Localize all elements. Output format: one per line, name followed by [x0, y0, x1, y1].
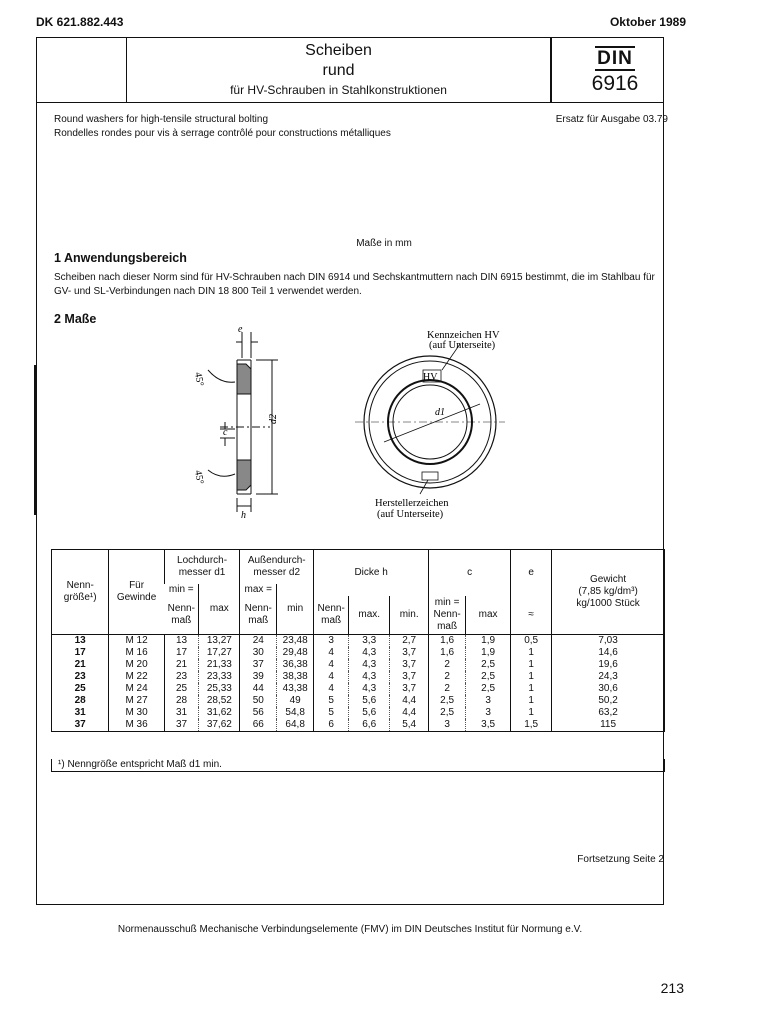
- cell-d2-min: 54,8: [277, 707, 314, 719]
- header-d2-mass: maß: [248, 615, 269, 626]
- cell-h-min: 3,7: [390, 683, 429, 695]
- cell-weight: 24,3: [552, 671, 665, 683]
- cell-h-max: 6,6: [349, 719, 390, 732]
- footer-committee: Normenausschuß Mechanische Verbindungselemente (FMV) im DIN Deutsches Institut für Normung e.V.: [117, 924, 583, 935]
- cell-thread: M 16: [109, 647, 164, 659]
- table-row: [52, 659, 665, 671]
- section-1-text: Scheiben nach dieser Norm sind für HV-Schrauben nach DIN 6914 und Sechskantmuttern nach DIN 6915 bestimmt, die im Stahlbau für GV- und SL-Verbindungen nach DIN 18 800 Teil 1 verwendet werden.: [54, 272, 655, 297]
- table-body: [52, 635, 665, 732]
- header-dicke: Dicke h: [314, 550, 429, 597]
- cell-d1-min: 37: [164, 719, 199, 732]
- cell-h-max: 5,6: [349, 695, 390, 707]
- cell-d2-min: 49: [277, 695, 314, 707]
- cell-d2-max: 37: [240, 659, 277, 671]
- kennzeichen-label-1: Kennzeichen HV: [427, 330, 500, 341]
- cell-e: 1: [511, 683, 552, 695]
- header-lochdurchmesser: [164, 550, 240, 585]
- header-loch-2: messer d1: [178, 567, 226, 578]
- header-h-max: max.: [349, 596, 390, 635]
- cell-d1-max: 28,52: [199, 695, 240, 707]
- cell-thread: M 20: [109, 659, 164, 671]
- cell-c-max: 3: [466, 695, 511, 707]
- cell-h-max: 5,6: [349, 707, 390, 719]
- header-d1-nennmass: [164, 596, 199, 635]
- cell-d2-min: 36,38: [277, 659, 314, 671]
- french-title: Rondelles rondes pour vis à serrage contrôlé pour constructions métalliques: [54, 128, 391, 139]
- page-number: 213: [660, 980, 684, 996]
- table-row: [52, 635, 665, 648]
- cell-c-max: 1,9: [466, 635, 511, 648]
- cell-d2-max: 56: [240, 707, 277, 719]
- header-nenngroesse-2: größe¹): [63, 592, 97, 603]
- header-gewinde-1: Für: [129, 580, 145, 591]
- cell-e: 1,5: [511, 719, 552, 732]
- cell-c-max: 1,9: [466, 647, 511, 659]
- cell-d1-min: 23: [164, 671, 199, 683]
- cell-d2-min: 29,48: [277, 647, 314, 659]
- cell-c-max: 3: [466, 707, 511, 719]
- cell-thread: M 27: [109, 695, 164, 707]
- header-c-nenn: Nenn-: [433, 609, 461, 620]
- cell-h-min: 5,4: [390, 719, 429, 732]
- cell-c-max: 2,5: [466, 683, 511, 695]
- hersteller-label-2: (auf Unterseite): [377, 509, 444, 520]
- cell-size: 28: [74, 695, 86, 706]
- header-gewicht-1: Gewicht: [590, 574, 627, 585]
- header-e: e: [511, 550, 552, 597]
- cell-d2-max: 39: [240, 671, 277, 683]
- cell-thread: M 36: [109, 719, 164, 732]
- cell-c-max: 2,5: [466, 671, 511, 683]
- title-line-3: für HV-Schrauben in Stahlkonstruktionen: [230, 83, 447, 97]
- label-h: h: [241, 510, 246, 521]
- cell-h-min: 4,4: [390, 695, 429, 707]
- cell-d2-min: 38,38: [277, 671, 314, 683]
- header-c-min-eq: min =: [434, 597, 460, 608]
- header-gewinde-2: Gewinde: [116, 592, 157, 603]
- din-logo-text: DIN: [597, 48, 633, 69]
- header-d1-min-eq: min =: [168, 584, 194, 595]
- cell-size: 25: [74, 683, 86, 694]
- label-d1: d1: [435, 407, 445, 418]
- cell-h-nenn: 3: [314, 635, 349, 648]
- cell-d1-min: 17: [164, 647, 199, 659]
- cell-h-max: 4,3: [349, 647, 390, 659]
- cell-h-nenn: 4: [314, 647, 349, 659]
- header-d1-max: max: [199, 584, 240, 635]
- header-c-mass: maß: [437, 621, 458, 632]
- cell-d1-max: 25,33: [199, 683, 240, 695]
- cell-d2-max: 30: [240, 647, 277, 659]
- header-aussen-2: messer d2: [253, 567, 301, 578]
- cell-h-nenn: 4: [314, 671, 349, 683]
- title-line-1: Scheiben: [305, 42, 372, 59]
- cell-c-nenn: 2: [429, 659, 466, 671]
- cell-d1-min: 31: [164, 707, 199, 719]
- din-logo: [585, 48, 645, 70]
- cell-h-nenn: 5: [314, 707, 349, 719]
- header-nenngroesse: [52, 550, 109, 635]
- header-c-nennmass: [429, 596, 466, 635]
- units-note: Maße in mm: [356, 238, 412, 249]
- din-number: 6916: [591, 72, 639, 95]
- cell-h-max: 3,3: [349, 635, 390, 648]
- dk-number: DK 621.882.443: [36, 15, 124, 29]
- header-d1-nenn: Nenn-: [167, 603, 195, 614]
- cell-size: 13: [52, 635, 109, 648]
- washer-drawing: [180, 322, 540, 522]
- cell-weight: 7,03: [552, 635, 665, 648]
- cell-d1-max: 13,27: [199, 635, 240, 648]
- cell-d1-min: 13: [164, 635, 199, 648]
- header-h-nennmass: [314, 596, 349, 635]
- table-row: [52, 707, 665, 719]
- cell-d1-max: 37,62: [199, 719, 240, 732]
- hersteller-label-1: Herstellerzeichen: [375, 498, 449, 509]
- cell-h-min: 3,7: [390, 671, 429, 683]
- cell-weight: 30,6: [552, 683, 665, 695]
- cell-d1-max: 23,33: [199, 671, 240, 683]
- header-nenngroesse-1: Nenn-: [66, 580, 94, 591]
- table-row: [52, 719, 665, 732]
- table-row: [52, 671, 665, 683]
- table-row: [52, 683, 665, 695]
- english-title: Round washers for high-tensile structural bolting: [54, 114, 268, 125]
- cell-c-max: 2,5: [466, 659, 511, 671]
- cell-e: 1: [511, 647, 552, 659]
- cell-size: 17: [74, 647, 86, 658]
- cell-size: 37: [74, 719, 86, 730]
- label-d2: d2: [268, 414, 279, 424]
- label-angle-top: 45°: [192, 371, 206, 388]
- cell-h-max: 4,3: [349, 683, 390, 695]
- cell-c-nenn: 2: [429, 683, 466, 695]
- kennzeichen-label-2: (auf Unterseite): [429, 340, 496, 351]
- table-row: [52, 695, 665, 707]
- header-loch-1: Lochdurch-: [177, 555, 228, 566]
- cell-d2-max: 44: [240, 683, 277, 695]
- cell-c-nenn: 2,5: [429, 707, 466, 719]
- continuation-note: Fortsetzung Seite 2: [577, 854, 664, 865]
- cell-c-nenn: 3: [429, 719, 466, 732]
- cell-h-max: 4,3: [349, 659, 390, 671]
- cell-h-min: 3,7: [390, 659, 429, 671]
- cell-thread: M 12: [109, 635, 164, 648]
- washer-front-view: [355, 344, 505, 494]
- header-gewicht: [552, 550, 665, 635]
- header-gewinde: [109, 550, 164, 635]
- cell-d1-max: 21,33: [199, 659, 240, 671]
- cell-h-min: 3,7: [390, 647, 429, 659]
- cell-d2-min: 23,48: [277, 635, 314, 648]
- cell-size: 31: [74, 707, 86, 718]
- cell-d1-max: 17,27: [199, 647, 240, 659]
- cell-weight: 14,6: [552, 647, 665, 659]
- cell-weight: 115: [552, 719, 665, 732]
- title-line-2: rund: [322, 62, 355, 79]
- cell-size: 21: [74, 659, 86, 670]
- cell-h-nenn: 5: [314, 695, 349, 707]
- cell-d2-max: 66: [240, 719, 277, 732]
- issue-date: Oktober 1989: [609, 15, 686, 29]
- cell-thread: M 22: [109, 671, 164, 683]
- margin-mark: [34, 365, 36, 515]
- cell-d1-max: 31,62: [199, 707, 240, 719]
- cell-weight: 63,2: [552, 707, 665, 719]
- cell-c-nenn: 2,5: [429, 695, 466, 707]
- cell-thread: M 24: [109, 683, 164, 695]
- header-aussen-1: Außendurch-: [247, 555, 306, 566]
- cell-weight: 19,6: [552, 659, 665, 671]
- cell-weight: 50,2: [552, 695, 665, 707]
- hv-mark: HV: [423, 372, 438, 383]
- header-d2-max-eq: max =: [240, 584, 277, 596]
- cell-d1-min: 21: [164, 659, 199, 671]
- cell-h-nenn: 6: [314, 719, 349, 732]
- cell-d2-min: 43,38: [277, 683, 314, 695]
- header-h-mass: maß: [321, 615, 342, 626]
- header-c: c: [429, 550, 511, 597]
- cell-c-max: 3,5: [466, 719, 511, 732]
- cell-h-min: 4,4: [390, 707, 429, 719]
- cell-e: 1: [511, 695, 552, 707]
- cell-d1-min: 28: [164, 695, 199, 707]
- cell-h-min: 2,7: [390, 635, 429, 648]
- cell-h-max: 4,3: [349, 671, 390, 683]
- cell-h-nenn: 4: [314, 659, 349, 671]
- cell-thread: M 30: [109, 707, 164, 719]
- cell-d2-min: 64,8: [277, 719, 314, 732]
- cell-size: 23: [74, 671, 86, 682]
- cell-e: 1: [511, 707, 552, 719]
- cell-e: 1: [511, 659, 552, 671]
- header-c-max: max: [466, 596, 511, 635]
- cell-d2-max: 24: [240, 635, 277, 648]
- table-footnote: ¹) Nenngröße entspricht Maß d1 min.: [51, 759, 665, 772]
- header-d2-min: min: [277, 584, 314, 635]
- title-divider-right: [550, 37, 552, 103]
- table-row: [52, 647, 665, 659]
- replacement-note: Ersatz für Ausgabe 03.79: [555, 114, 668, 125]
- cell-d1-min: 25: [164, 683, 199, 695]
- header-d1-mass: maß: [171, 615, 192, 626]
- section-1-heading: 1 Anwendungsbereich: [54, 251, 187, 265]
- table-header-row-1: [52, 550, 665, 585]
- header-gewicht-2: (7,85 kg/dm³): [578, 586, 638, 597]
- section-2-heading: 2 Maße: [54, 312, 97, 326]
- header-aussendurchmesser: [240, 550, 314, 585]
- cell-e: 0,5: [511, 635, 552, 648]
- cell-c-nenn: 1,6: [429, 635, 466, 648]
- header-d2-nenn: Nenn-: [244, 603, 272, 614]
- header-h-min: min.: [390, 596, 429, 635]
- label-angle-bottom: 45°: [192, 469, 206, 486]
- header-h-nenn: Nenn-: [317, 603, 345, 614]
- cell-c-nenn: 1,6: [429, 647, 466, 659]
- cell-c-nenn: 2: [429, 671, 466, 683]
- header-d2-nennmass: [240, 596, 277, 635]
- cell-e: 1: [511, 671, 552, 683]
- label-e: e: [238, 324, 243, 335]
- header-e-approx: ≈: [511, 596, 552, 635]
- cell-h-nenn: 4: [314, 683, 349, 695]
- label-c: c: [223, 427, 228, 438]
- dimensions-table: [51, 549, 665, 732]
- cell-d2-max: 50: [240, 695, 277, 707]
- header-gewicht-3: kg/1000 Stück: [576, 598, 640, 609]
